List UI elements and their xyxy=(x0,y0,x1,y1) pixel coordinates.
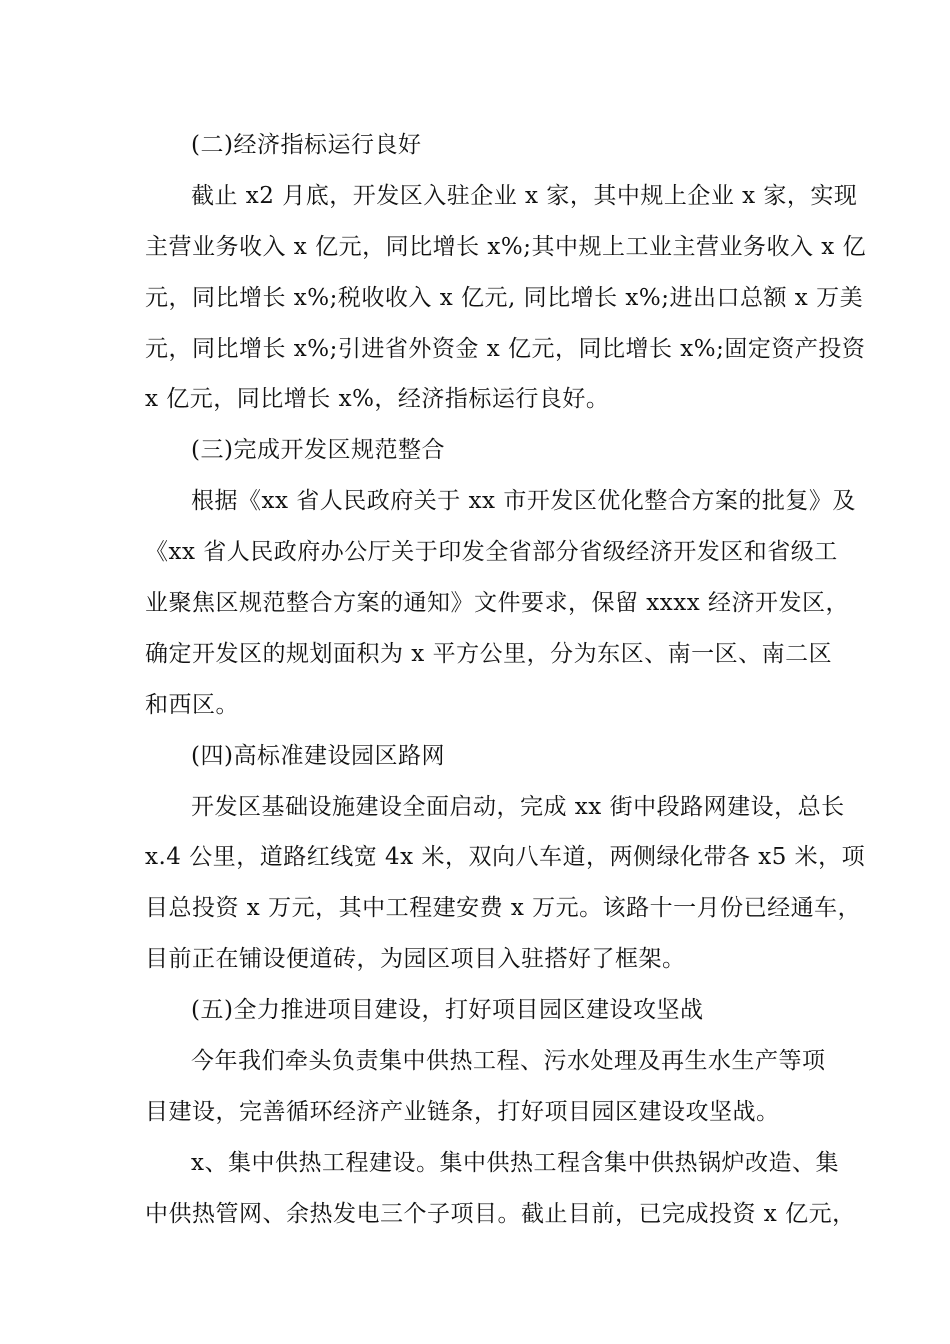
section-heading-economic-indicators: (二)经济指标运行良好 xyxy=(191,132,422,158)
paragraph-line: 今年我们牵头负责集中供热工程、污水处理及再生水生产等项 xyxy=(191,1048,826,1075)
paragraph-line: 和西区。 xyxy=(145,691,239,718)
paragraph-line: 目建设，完善循环经济产业链条，打好项目园区建设攻坚战。 xyxy=(145,1098,780,1125)
paragraph-line: 业聚焦区规范整合方案的通知》文件要求，保留 xxxx 经济开发区， xyxy=(145,590,850,617)
paragraph-line: 根据《xx 省人民政府关于 xx 市开发区优化整合方案的批复》及 xyxy=(191,488,856,515)
section-heading-project-construction: (五)全力推进项目建设，打好项目园区建设攻坚战 xyxy=(191,997,704,1024)
document-body xyxy=(145,120,867,1240)
paragraph-line: 截止 x2 月底，开发区入驻企业 x 家，其中规上企业 x 家，实现 xyxy=(191,182,858,209)
paragraph-line: 目总投资 x 万元，其中工程建安费 x 万元。该路十一月份已经通车， xyxy=(145,895,862,922)
paragraph-line: x 亿元，同比增长 x%，经济指标运行良好。 xyxy=(145,386,610,413)
paragraph-line: 元，同比增长 x%;税收收入 x 亿元, 同比增长 x%;进出口总额 x 万美 xyxy=(145,284,864,311)
section-heading-zone-integration: (三)完成开发区规范整合 xyxy=(191,437,445,464)
paragraph-line: 中供热管网、余热发电三个子项目。截止目前，已完成投资 x 亿元， xyxy=(145,1200,856,1227)
section-heading-road-network: (四)高标准建设园区路网 xyxy=(191,742,445,769)
paragraph-line: 主营业务收入 x 亿元，同比增长 x%;其中规上工业主营业务收入 x 亿 xyxy=(145,233,867,260)
paragraph-line: x、集中供热工程建设。集中供热工程含集中供热锅炉改造、集 xyxy=(191,1149,839,1176)
paragraph-line: 目前正在铺设便道砖，为园区项目入驻搭好了框架。 xyxy=(145,946,686,973)
paragraph-line: 确定开发区的规划面积为 x 平方公里，分为东区、南一区、南二区 xyxy=(145,640,833,667)
paragraph-line: 元，同比增长 x%;引进省外资金 x 亿元，同比增长 x%;固定资产投资 xyxy=(145,335,866,362)
paragraph-line: 开发区基础设施建设全面启动，完成 xx 街中段路网建设，总长 xyxy=(191,793,845,820)
paragraph-line: 《xx 省人民政府办公厅关于印发全省部分省级经济开发区和省级工 xyxy=(145,539,838,566)
paragraph-line: x.4 公里，道路红线宽 4x 米，双向八车道，两侧绿化带各 x5 米，项 xyxy=(145,844,866,871)
